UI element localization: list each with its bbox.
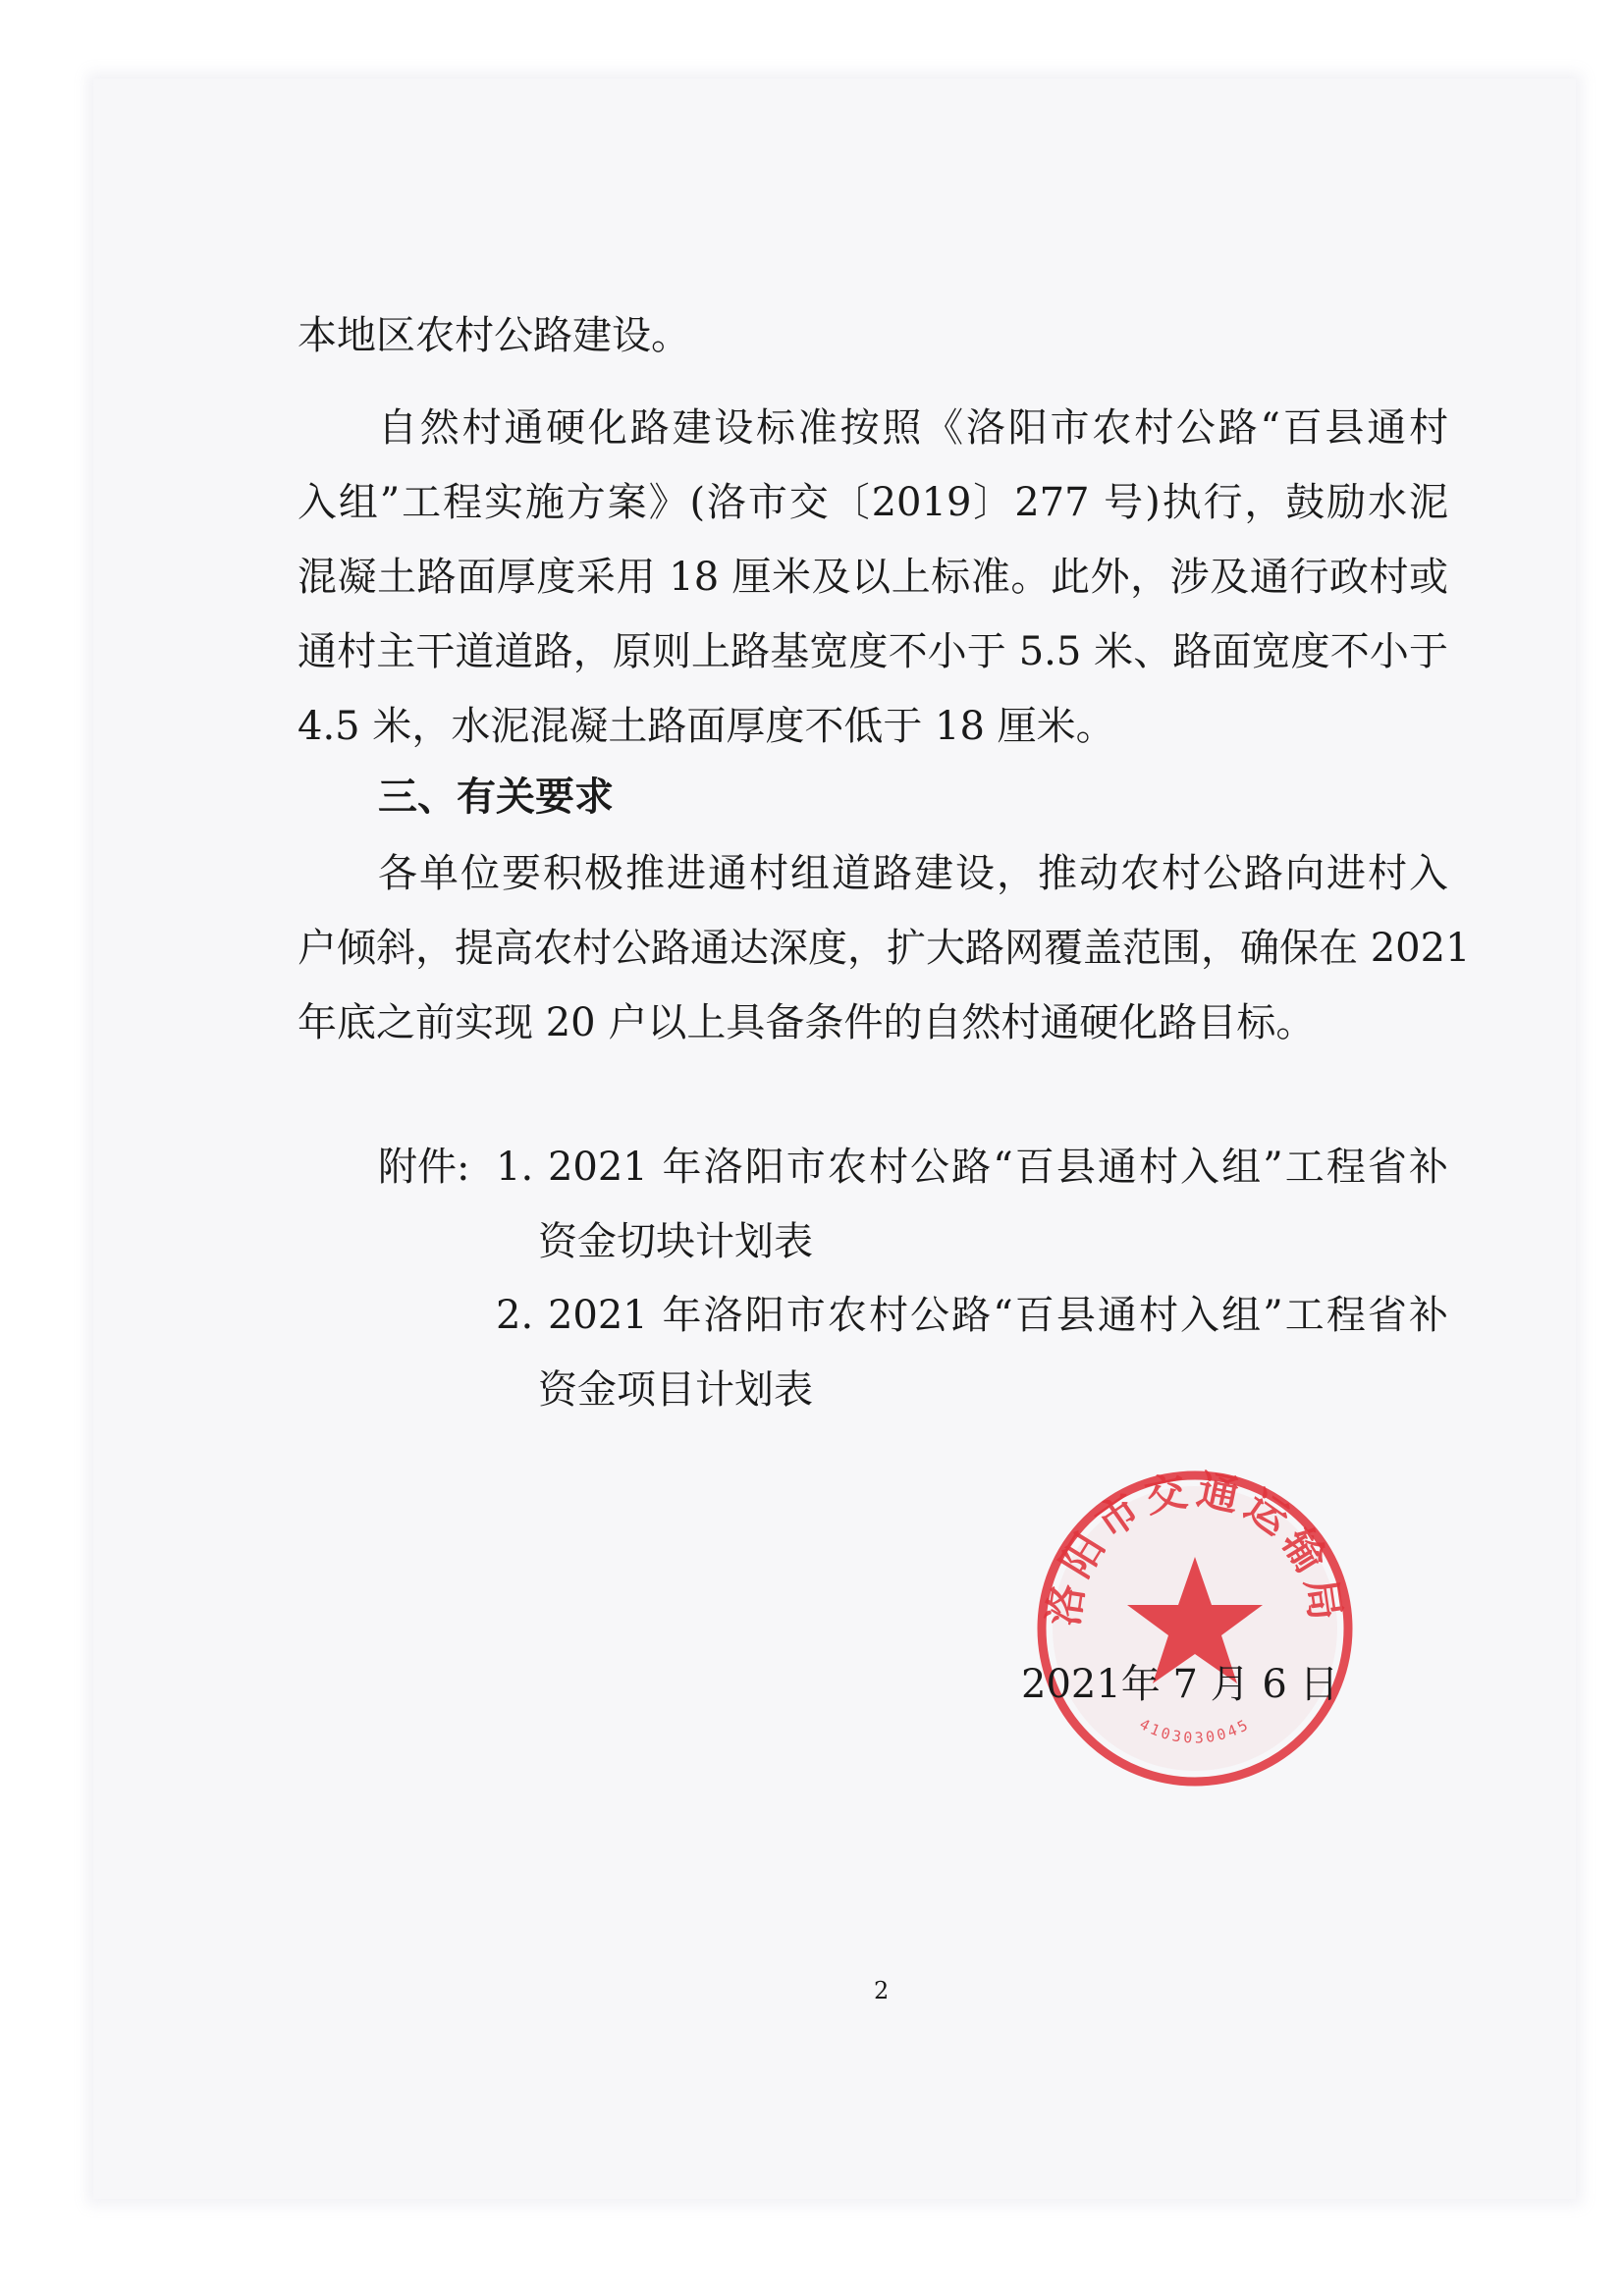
attachment-item: 资金项目计划表 bbox=[538, 1367, 813, 1413]
paragraph-line: 入组”工程实施方案》(洛市交〔2019〕277 号)执行，鼓励水泥 bbox=[298, 480, 1448, 525]
attachment-label: 附件: bbox=[378, 1145, 470, 1190]
paragraph-line: 年底之前实现 20 户以上具备条件的自然村通硬化路目标。 bbox=[298, 1000, 1316, 1045]
paragraph-line: 4.5 米，水泥混凝土路面厚度不低于 18 厘米。 bbox=[298, 704, 1115, 749]
paragraph-line: 户倾斜，提高农村公路通达深度，扩大路网覆盖范围，确保在 2021 bbox=[298, 926, 1471, 971]
paragraph-line: 各单位要积极推进通村组道路建设，推动农村公路向进村入 bbox=[378, 851, 1448, 896]
attachment-item: 1. 2021 年洛阳市农村公路“百县通村入组”工程省补 bbox=[496, 1145, 1448, 1190]
paragraph-line: 混凝土路面厚度采用 18 厘米及以上标准。此外，涉及通行政村或 bbox=[298, 555, 1448, 600]
attachment-item: 2. 2021 年洛阳市农村公路“百县通村入组”工程省补 bbox=[496, 1293, 1448, 1338]
paragraph-line: 自然村通硬化路建设标准按照《洛阳市农村公路“百县通村 bbox=[378, 405, 1448, 451]
issue-date: 2021年 7 月 6 日 bbox=[1021, 1662, 1339, 1707]
official-seal bbox=[1033, 1467, 1357, 1790]
svg-text:4103030045: 4103030045 bbox=[1136, 1715, 1254, 1747]
section-heading: 三、有关要求 bbox=[378, 774, 614, 820]
page-number: 2 bbox=[874, 1977, 890, 2004]
svg-text:洛阳市交通运输局: 洛阳市交通运输局 bbox=[1039, 1467, 1351, 1629]
document-page bbox=[93, 79, 1576, 2199]
paragraph-line: 通村主干道道路，原则上路基宽度不小于 5.5 米、路面宽度不小于 bbox=[298, 629, 1448, 674]
attachment-item: 资金切块计划表 bbox=[538, 1219, 813, 1264]
paragraph-line: 本地区农村公路建设。 bbox=[298, 313, 690, 358]
